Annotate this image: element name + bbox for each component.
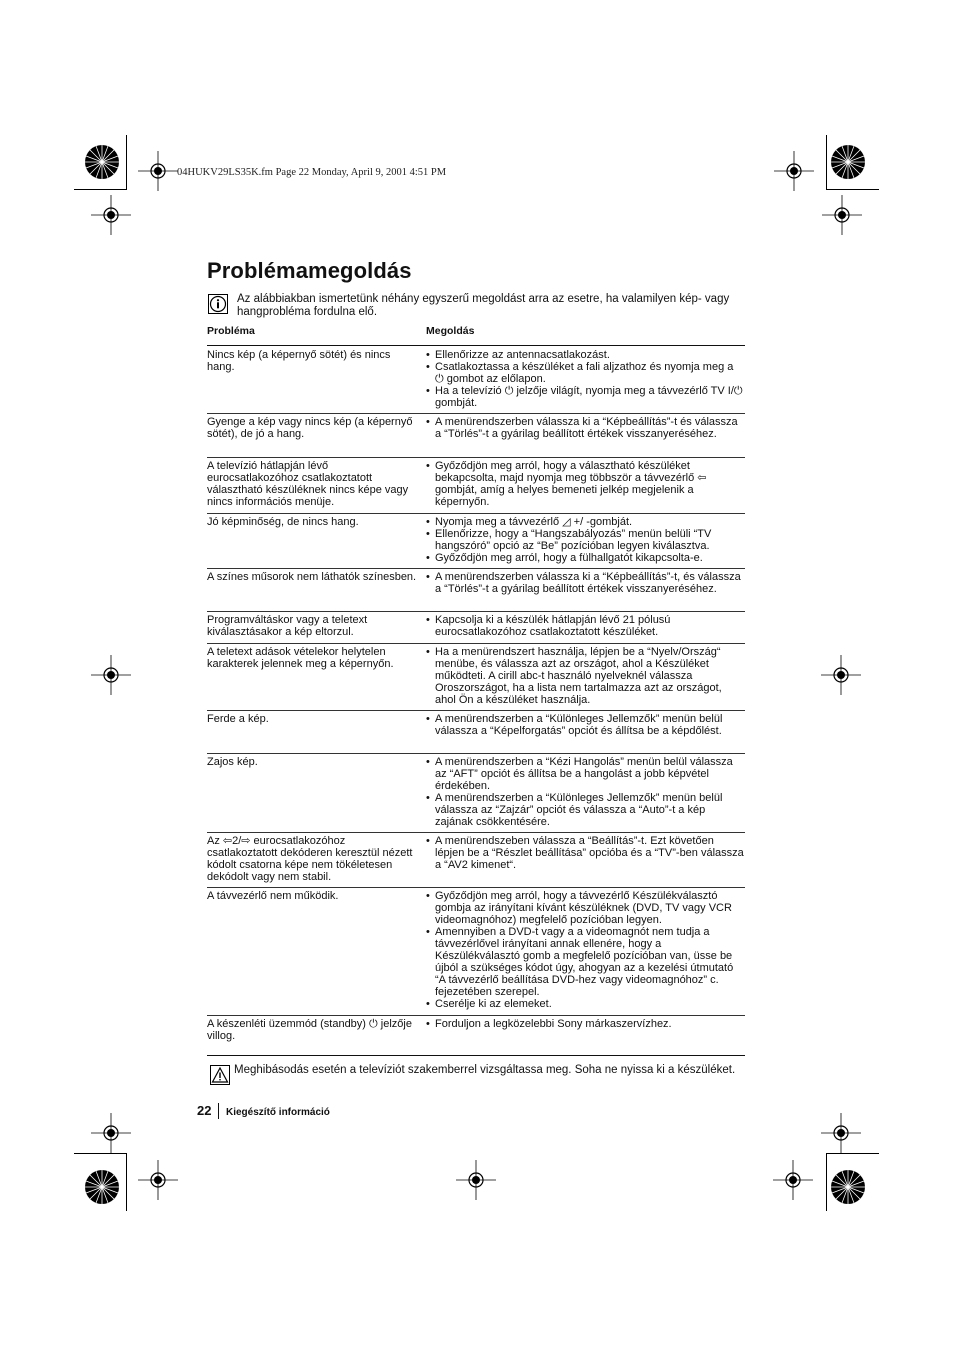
crosshair-mark-icon — [138, 1160, 178, 1200]
solution-cell — [426, 756, 745, 828]
page-title: Problémamegoldás — [207, 258, 412, 283]
solution-cell — [426, 835, 745, 871]
file-header: 04HUKV29LS35K.fm Page 22 Monday, April 9, 2001 4:51 PM — [177, 167, 447, 178]
crosshair-mark-icon — [821, 655, 861, 695]
solution-item: • A menürendszerben a “Különleges Jellemzők” menün belül válassza a “Képelforgatás” opciót és állítsa be a képdőlést. — [426, 713, 745, 737]
solution-cell — [426, 890, 745, 1010]
table-row — [207, 457, 745, 514]
table-row — [207, 347, 745, 413]
crop-line — [826, 1153, 827, 1211]
crop-line — [826, 135, 827, 190]
solution-item: • Amennyiben a DVD-t vagy a a videomagnót nem tudja a távvezérlővel irányítani annak ellenére, hogy a Készülékválasztó gomb a megfelelő pozícióban van, üsse be újból a szükséges kódot úgy, ahogyan az a kezelési útmutató “A távvezérlő beállítása DVD-hez vagy videomagnóhoz” c. fejezetében szerepel. — [426, 926, 745, 998]
warning-icon — [210, 1065, 230, 1085]
starburst-mark-icon — [829, 143, 867, 181]
solution-item: • Győződjön meg arról, hogy a választható készüléket bekapcsolta, majd nyomja meg többször a távvezérlő ⇦ gombját, amíg a helyes bemeneti jelkép megjelenik a képernyőn. — [426, 460, 745, 508]
crop-line — [126, 135, 127, 190]
crosshair-mark-icon — [138, 151, 178, 191]
crop-line — [126, 1153, 127, 1211]
solution-item: • Cserélje ki az elemeket. — [426, 998, 745, 1010]
starburst-mark-icon — [83, 143, 121, 181]
warning-text: Meghibásodás esetén a televíziót szakemberrel vizsgáltassa meg. Soha ne nyissa ki a készüléket. — [234, 1064, 736, 1076]
starburst-mark-icon — [829, 1168, 867, 1206]
problem-cell: Ferde a kép. — [207, 713, 269, 725]
table-bottom-rule — [207, 1055, 745, 1056]
solution-item: • Ha a televízió ⏻ jelzője világít, nyomja meg a távvezérlő TV I/⏻ gombját. — [426, 385, 745, 409]
solution-cell — [426, 460, 745, 508]
solution-item: • A menürendszerben válassza ki a “Képbeállítás”-t és válassza a “Törlés”-t a gyárilag beállított értékek visszanyeréséhez. — [426, 416, 745, 440]
solution-item: • Ha a menürendszert használja, lépjen be a “Nyelv/Ország“ menübe, és válassza azt az országot, ahol a Készüléket működteti. A cirill abc-t használó nyelveknél válassza Oroszországot, ha a lista nem tartalmazza azt az országot, ahol Ön a készüléket használja. — [426, 646, 745, 706]
table-row — [207, 832, 745, 888]
column-header-solution: Megoldás — [426, 325, 475, 337]
crosshair-mark-icon — [91, 195, 131, 235]
problem-cell: A távvezérlő nem működik. — [207, 890, 339, 902]
table-row — [207, 413, 745, 458]
problem-cell: A készenléti üzemmód (standby) ⏻ jelzője villog. — [207, 1018, 412, 1042]
table-row — [207, 753, 745, 833]
solution-item: • Csatlakoztassa a készüléket a fali aljzathoz és nyomja meg a ⏻ gombot az előlapon. — [426, 361, 745, 385]
solution-item: • Ellenőrizze, hogy a “Hangszabályozás” menün belüli “TV hangszóró” opció az “Be” pozícióban legyen kiválasztva. — [426, 528, 745, 552]
problem-cell: Programváltáskor vagy a teletext kiválasztásakor a kép eltorzul. — [207, 614, 368, 638]
crop-line — [74, 189, 127, 190]
crop-line — [74, 1153, 127, 1154]
table-row — [207, 513, 745, 569]
solution-cell — [426, 614, 745, 638]
problem-cell: A színes műsorok nem láthatók színesben. — [207, 571, 417, 583]
footer-divider — [218, 1103, 219, 1119]
table-row — [207, 568, 745, 612]
table-row — [207, 887, 745, 1016]
table-row — [207, 1015, 745, 1056]
solution-item: • A menürendszerben a “Különleges Jellemzők” menün belül válassza az “Zajzár” opciót és válassza a “Auto”-t a kép zajának csökkentésére. — [426, 792, 745, 828]
solution-item: • Győződjön meg arról, hogy a távvezérlő Készülékválasztó gombja az irányítani kívánt készüléknek (DVD, TV vagy VCR videomagnóhoz) megfelelő pozícióban legyen. — [426, 890, 745, 926]
problem-cell: A teletext adások vételekor helytelen karakterek jelennek meg a képernyőn. — [207, 646, 394, 670]
solution-cell — [426, 713, 745, 737]
problem-cell: Zajos kép. — [207, 756, 258, 768]
table-row — [207, 611, 745, 644]
solution-cell — [426, 646, 745, 706]
intro-text: Az alábbiakban ismertetünk néhány egyszerű megoldást arra az esetre, ha valamilyen kép- vagy hangprobléma fordulna elő. — [237, 293, 730, 318]
table-row — [207, 710, 745, 754]
problem-cell: Az ⇦2/⇨ eurocsatlakozóhoz csatlakoztatott dekóderen keresztül nézett kódolt csatorna képe nem tökéletesen dekódolt vagy nem stabil. — [207, 835, 413, 883]
crosshair-mark-icon — [91, 1113, 131, 1153]
problem-cell: Gyenge a kép vagy nincs kép (a képernyő sötét), de jó a hang. — [207, 416, 413, 440]
solution-item: • Kapcsolja ki a készülék hátlapján lévő 21 pólusú eurocsatlakozóhoz csatlakoztatott készüléket. — [426, 614, 745, 638]
section-name: Kiegészítő információ — [226, 1107, 330, 1118]
solution-item: • A menürendszeben válassza a “Beállítás”-t. Ezt követően lépjen be a “Részlet beállítása” opcióba és a “TV”-ben válassza a “AV2 kimenet“. — [426, 835, 745, 871]
table-row — [207, 643, 745, 711]
solution-item: • Győződjön meg arról, hogy a fülhallgatót kikapcsolta-e. — [426, 552, 745, 564]
info-icon — [208, 294, 228, 314]
crosshair-mark-icon — [456, 1160, 496, 1200]
solution-cell — [426, 1018, 745, 1030]
solution-cell — [426, 571, 745, 595]
crop-line — [826, 1153, 879, 1154]
crosshair-mark-icon — [773, 1160, 813, 1200]
solution-item: • A menürendszerben válassza ki a “Képbeállítás”-t, és válassza a “Törlés”-t a gyárilag beállított értékek visszanyeréséhez. — [426, 571, 745, 595]
solution-item: • Ellenőrizze az antennacsatlakozást. — [426, 349, 745, 361]
crosshair-mark-icon — [774, 151, 814, 191]
problem-cell: Jó képminőség, de nincs hang. — [207, 516, 359, 528]
solution-item: • Nyomja meg a távvezérlő ◿ +/ -gombját. — [426, 516, 745, 528]
crosshair-mark-icon — [821, 1113, 861, 1153]
solution-cell — [426, 416, 745, 440]
column-header-problem: Probléma — [207, 325, 255, 337]
solution-item: • Forduljon a legközelebbi Sony márkaszervízhez. — [426, 1018, 745, 1030]
starburst-mark-icon — [83, 1168, 121, 1206]
table-header-rule — [207, 345, 745, 346]
crosshair-mark-icon — [91, 655, 131, 695]
solution-cell — [426, 516, 745, 564]
solution-item: • A menürendszerben a “Kézi Hangolás” menün belül válassza az “AFT” opciót és állítsa be a hangolást a jobb képvétel érdekében. — [426, 756, 745, 792]
page-number: 22 — [197, 1103, 212, 1118]
problem-cell: A televízió hátlapján lévő eurocsatlakozóhoz csatlakoztatott választható készüléknek nincs képe vagy nincs információs menüje. — [207, 460, 409, 508]
crosshair-mark-icon — [822, 195, 862, 235]
crop-line — [826, 189, 879, 190]
problem-cell: Nincs kép (a képernyő sötét) és nincs hang. — [207, 349, 391, 373]
solution-cell — [426, 349, 745, 409]
